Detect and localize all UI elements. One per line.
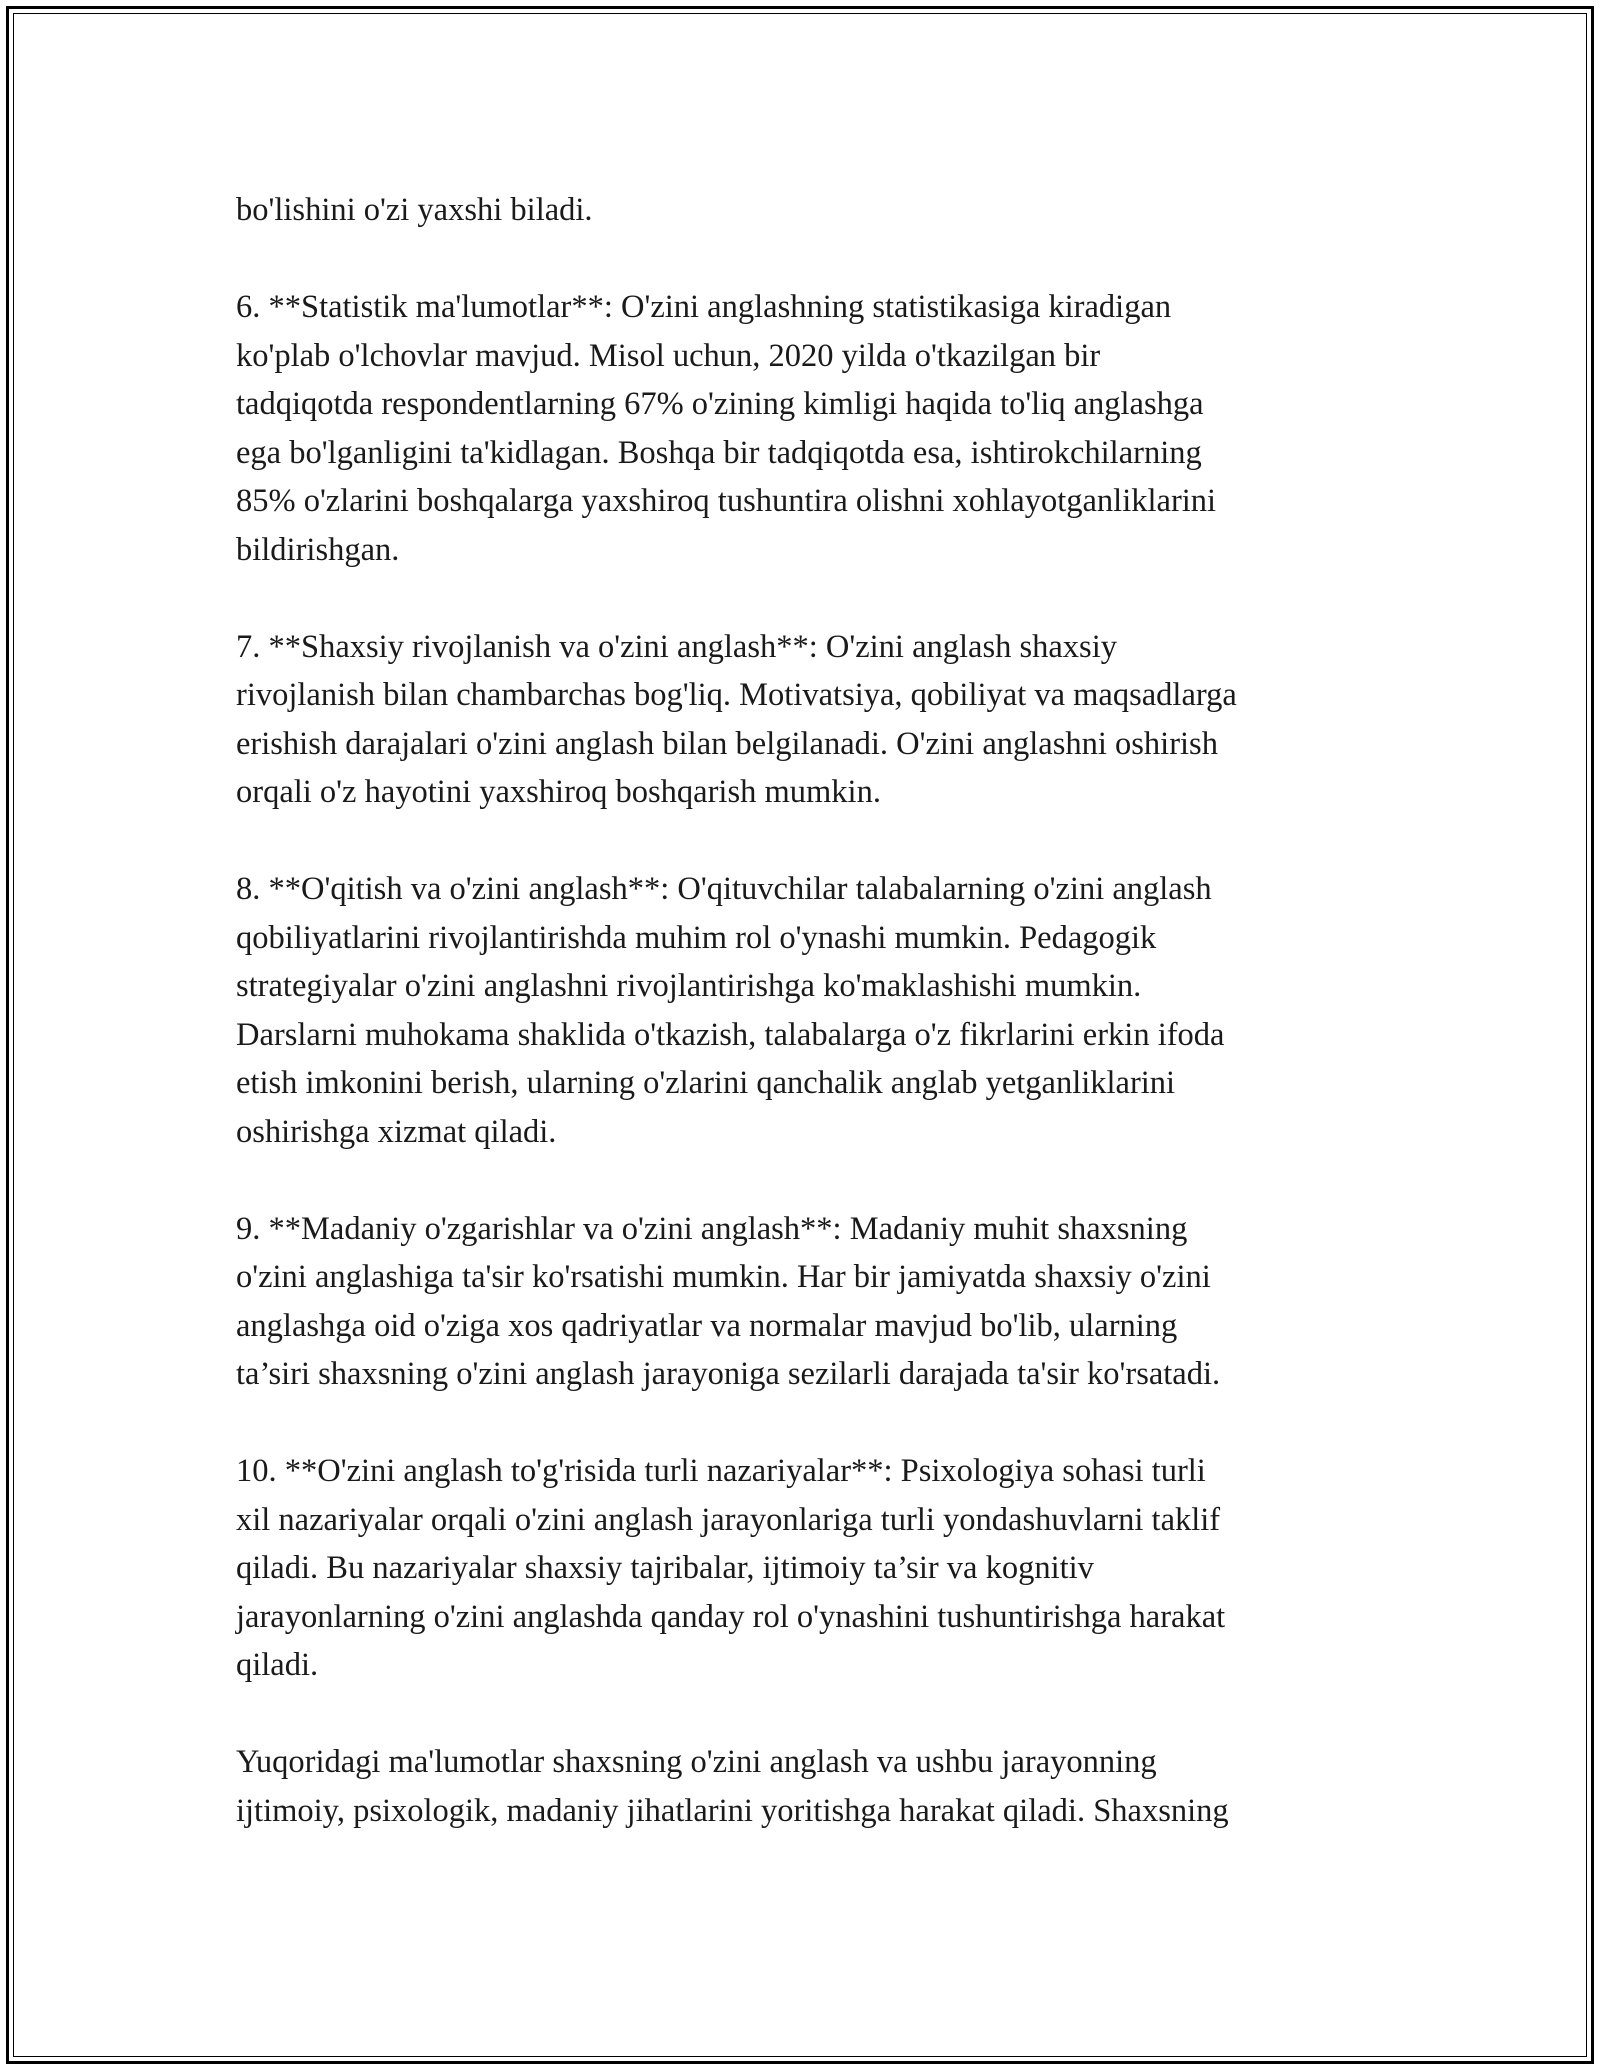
text-line: jarayonlarning o'zini anglashda qanday rol o'ynashini tushuntirishga harakat [236,1598,1226,1635]
text-line: ijtimoiy, psixologik, madaniy jihatlarini yoritishga harakat qiladi. Shaxsning [236,1792,1229,1829]
text-line: Yuqoridagi ma'lumotlar shaxsning o'zini anglash va ushbu jarayonning [236,1744,1157,1780]
paragraph-item-8 [236,865,1386,1156]
text-line: Darslarni muhokama shaklida o'tkazish, talabalarga o'z fikrlarini erkin ifoda [236,1016,1225,1053]
text-line: ega bo'lganligini ta'kidlagan. Boshqa bir tadqiqotda esa, ishtirokchilarning [236,434,1202,471]
text-line: qiladi. Bu nazariyalar shaxsiy tajribalar, ijtimoiy ta’sir va kognitiv [236,1550,1094,1586]
text-line: bildirishgan. [236,531,400,568]
text-line: 6. **Statistik ma'lumotlar**: O'zini anglashning statistikasiga kiradigan [236,289,1172,325]
text-line: 8. **O'qitish va o'zini anglash**: O'qituvchilar talabalarning o'zini anglash [236,871,1212,907]
paragraph-item-9 [236,1205,1386,1399]
paragraph-item-6 [236,283,1386,574]
text-line: anglashga oid o'ziga xos qadriyatlar va normalar mavjud bo'lib, ularning [236,1307,1178,1344]
paragraph-item-10 [236,1447,1386,1690]
text-line: 7. **Shaxsiy rivojlanish va o'zini anglash**: O'zini anglash shaxsiy [236,628,1117,665]
text-line: 9. **Madaniy o'zgarishlar va o'zini anglash**: Madaniy muhit shaxsning [236,1210,1188,1247]
text-line: ko'plab o'lchovlar mavjud. Misol uchun, 2020 yilda o'tkazilgan bir [236,337,1101,374]
text-line: bo'lishini o'zi yaxshi biladi. [236,192,593,228]
text-line: erishish darajalari o'zini anglash bilan belgilanadi. O'zini anglashni oshirish [236,725,1218,762]
text-line: o'zini anglashiga ta'sir ko'rsatishi mumkin. Har bir jamiyatda shaxsiy o'zini [236,1259,1211,1295]
text-line: 85% o'zlarini boshqalarga yaxshiroq tushuntira olishni xohlayotganliklarini [236,483,1217,519]
paragraph-item-7 [236,623,1386,817]
text-line: xil nazariyalar orqali o'zini anglash jarayonlariga turli yondashuvlarni taklif [236,1501,1221,1538]
paragraph-conclusion [236,1738,1386,1835]
text-line: etish imkonini berish, ularning o'zlarini qanchalik anglab yetganliklarini [236,1065,1176,1101]
document-body [236,186,1386,1884]
text-line: qobiliyatlarini rivojlantirishda muhim rol o'ynashi mumkin. Pedagogik [236,919,1157,956]
text-line: 10. **O'zini anglash to'g'risida turli nazariyalar**: Psixologiya sohasi turli [236,1453,1206,1489]
text-line: qiladi. [236,1647,319,1683]
text-line: oshirishga xizmat qiladi. [236,1113,557,1150]
text-line: ta’siri shaxsning o'zini anglash jarayoniga sezilarli darajada ta'sir ko'rsatadi. [236,1356,1221,1392]
paragraph-continuation [236,186,1386,235]
text-line: tadqiqotda respondentlarning 67% o'zining kimligi haqida to'liq anglashga [236,386,1204,422]
text-line: orqali o'z hayotini yaxshiroq boshqarish mumkin. [236,774,881,810]
text-line: strategiyalar o'zini anglashni rivojlantirishga ko'maklashishi mumkin. [236,968,1142,1004]
text-line: rivojlanish bilan chambarchas bog'liq. Motivatsiya, qobiliyat va maqsadlarga [236,677,1237,713]
